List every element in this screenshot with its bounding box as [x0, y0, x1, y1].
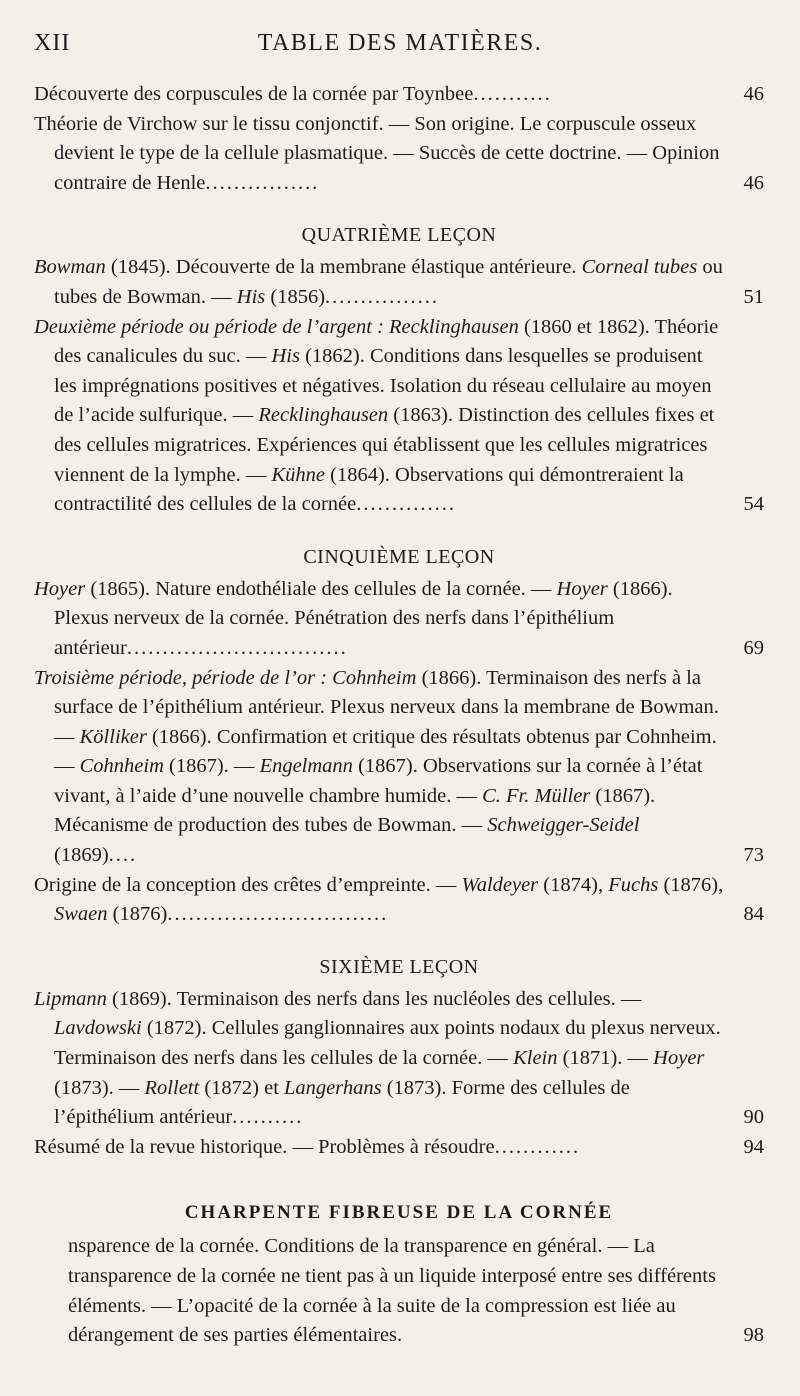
toc-entry-toynbee: Découverte des corpuscules de la cornée par Toynbee........... 46	[34, 80, 764, 110]
toc-entry-lipmann: Lipmann (1869). Terminaison des nerfs dans les nucléoles des cellules. — Lavdowski (1872). Cellules ganglionnaires aux points nodaux du plexus nerveux. Terminaison des nerfs dans les cellules de la cornée. — Klein (1871). — Hoyer (1873). — Rollett (1872) et Langerhans (1873). Forme des cellules de l’épithélium antérieur.......... 90	[34, 985, 764, 1133]
toc-entry-resume: Résumé de la revue historique. — Problèmes à résoudre............ 94	[34, 1133, 764, 1163]
toc-entry-hoyer: Hoyer (1865). Nature endothéliale des cellules de la cornée. — Hoyer (1866). Plexus nerveux de la cornée. Pénétration des nerfs dans l’épithélium antérieur............................... 69	[34, 575, 764, 664]
page-ref: 94	[743, 1135, 764, 1158]
page-ref: 51	[743, 285, 764, 308]
lecon-heading-4: QUATRIÈME LEÇON	[301, 224, 497, 247]
page-ref: 46	[743, 171, 764, 194]
page-ref: 73	[743, 844, 764, 867]
toc-entry-cohnheim: Troisième période, période de l’or : Cohnheim (1866). Terminaison des nerfs à la surface de l’épithélium antérieur. Plexus nerveux dans la membrane de Bowman. — Kölliker (1866). Confirmation et critique des résultats obtenus par Cohnheim. — Cohnheim (1867). — Engelmann (1867). Observations sur la cornée à l’état vivant, à l’aide d’une nouvelle chambre humide. — C. Fr. Müller (1867). Mécanisme de production des tubes de Bowman. — Schweigger-Seidel (1869).... 73	[34, 664, 764, 871]
page-number: XII	[34, 30, 71, 56]
page-ref: 69	[743, 636, 764, 659]
toc-entry-recklinghausen: Deuxième période ou période de l’argent : Recklinghausen (1860 et 1862). Théorie des canalicules du suc. — His (1862). Conditions dans lesquelles se produisent les imprégnations positives et négatives. Isolation du réseau cellulaire au moyen de l’acide sulfurique. — Recklinghausen (1863). Distinction des cellules fixes et des cellules migratrices. Expériences qui établissent que les cellules migratrices viennent de la lymphe. — Kühne (1864). Observations qui démontreraient la contractilité des cellules de la cornée.............. 54	[34, 313, 764, 520]
page-ref: 46	[743, 83, 764, 105]
lecon-heading-6: SIXIÈME LEÇON	[319, 955, 479, 978]
running-title: TABLE DES MATIÈRES.	[257, 30, 543, 56]
lecon-heading-5: CINQUIÈME LEÇON	[303, 545, 495, 568]
page-ref: 84	[743, 903, 764, 926]
toc-entry-bowman: Bowman (1845). Découverte de la membrane élastique antérieure. Corneal tubes ou tubes de Bowman. — His (1856)................ 51	[34, 253, 764, 312]
page-ref: 90	[743, 1106, 764, 1129]
page-header	[34, 30, 766, 66]
toc-entry-transparence: nsparence de la cornée. Conditions de la transparence en général. — La transparence de la cornée ne tient pas à un liquide interposé entre ses différents éléments. — L’opacité de la cornée à la suite de la compression est liée au dérangement de ses parties élémentaires. 98	[34, 1232, 764, 1350]
toc-body	[34, 80, 764, 1351]
page-ref: 54	[743, 493, 764, 516]
section-heading: CHARPENTE FIBREUSE DE LA CORNÉE	[184, 1202, 614, 1224]
page-ref: 98	[743, 1324, 764, 1347]
toc-entry-cretes: Origine de la conception des crêtes d’empreinte. — Waldeyer (1874), Fuchs (1876), Swaen (1876)............................... 84	[34, 871, 764, 930]
toc-entry-virchow: Théorie de Virchow sur le tissu conjonctif. — Son origine. Le corpuscule osseux devient le type de la cellule plasmatique. — Succès de cette doctrine. — Opinion contraire de Henle................ 46	[34, 110, 764, 199]
